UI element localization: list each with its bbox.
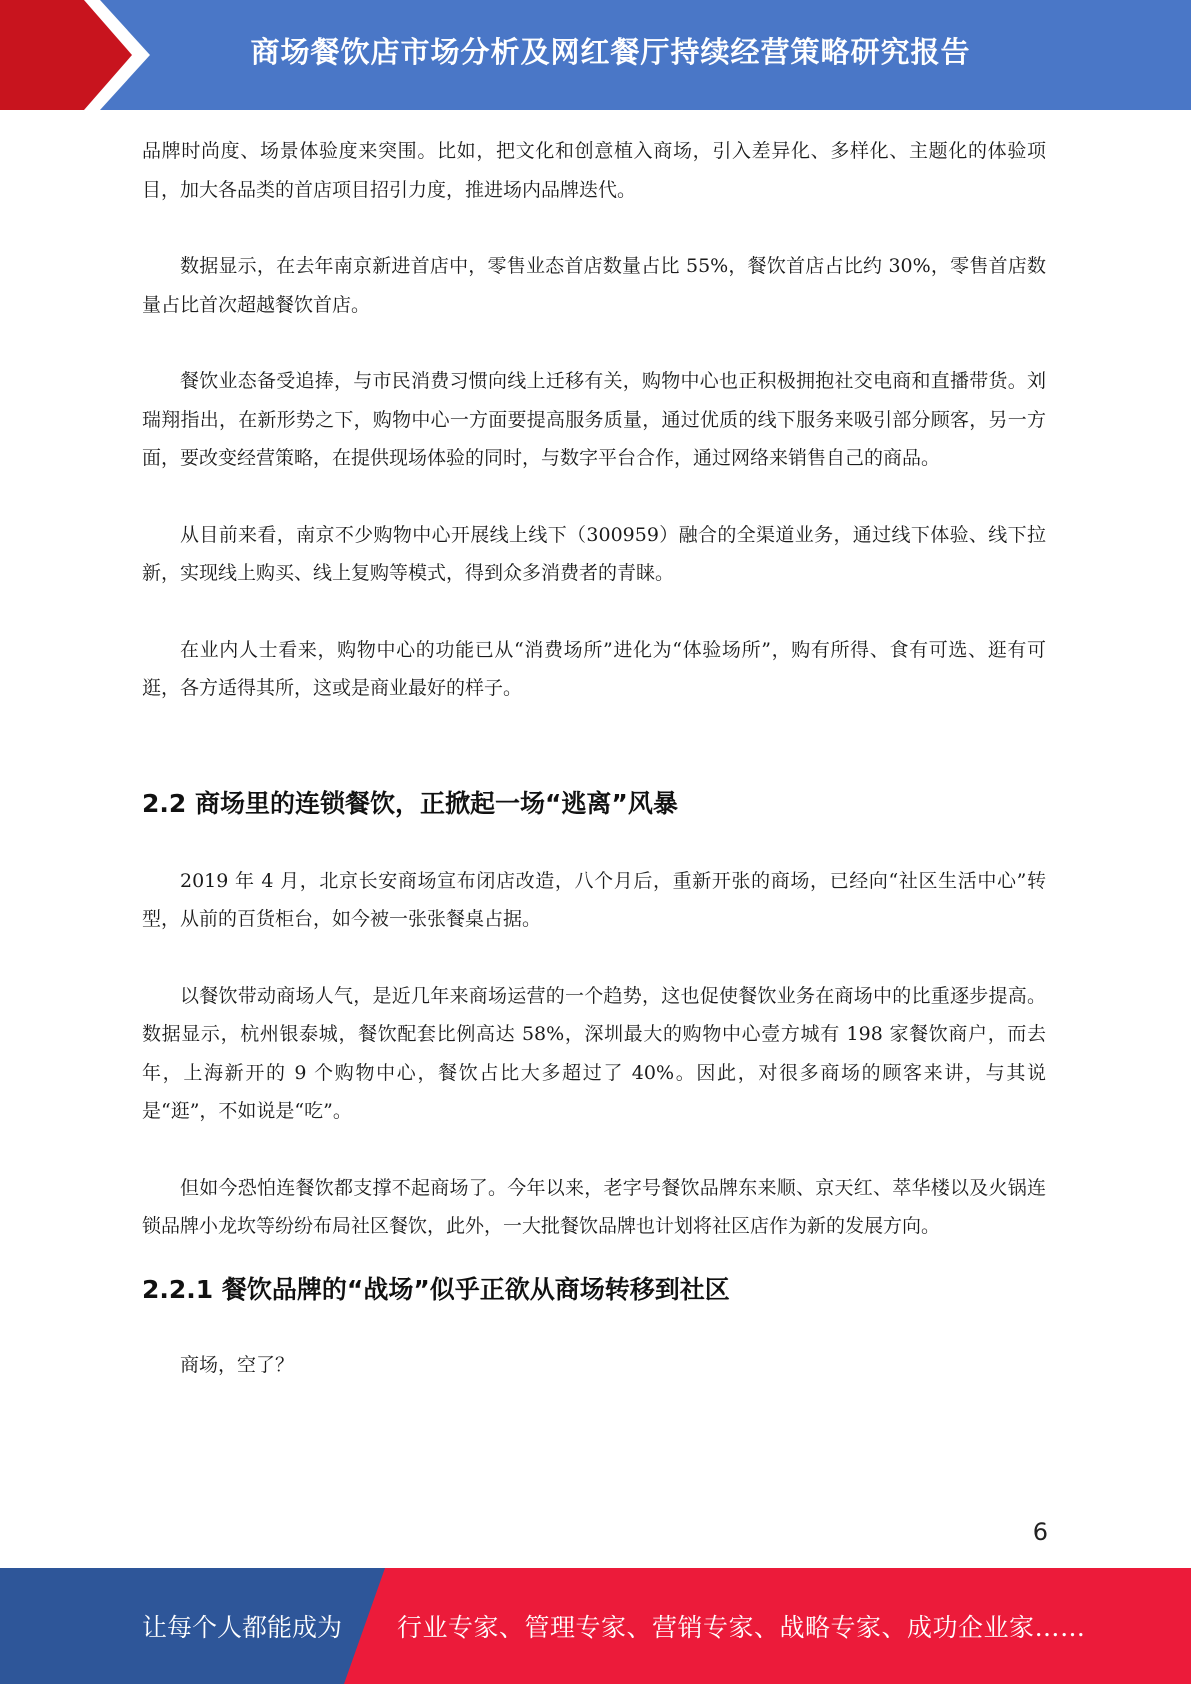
paragraph-changan-mall: 2019 年 4 月，北京长安商场宣布闭店改造，八个月后，重新开张的商场，已经向“社区生活中心”转型，从前的百货柜台，如今被一张张餐桌占据。	[142, 869, 1046, 930]
page-footer	[0, 1568, 1191, 1684]
footer-slogan-right: 行业专家、管理专家、营销专家、战略专家、成功企业家……	[397, 1613, 1086, 1642]
page-number: 6	[1032, 1518, 1048, 1546]
section-heading-2-2-1: 2.2.1 餐饮品牌的“战场”似乎正欲从商场转移到社区	[142, 1274, 730, 1304]
section-heading-2-2: 2.2 商场里的连锁餐饮，正掀起一场“逃离”风暴	[142, 788, 678, 818]
paragraph-mall-empty: 商场，空了？	[180, 1353, 295, 1376]
report-title: 商场餐饮店市场分析及网红餐厅持续经营策略研究报告	[250, 34, 971, 69]
paragraph-online-shift: 餐饮业态备受追捧，与市民消费习惯向线上迁移有关，购物中心也正积极拥抱社交电商和直播带货。刘瑞翔指出，在新形势之下，购物中心一方面要提高服务质量，通过优质的线下服务来吸引部分顾客，另一方面，要改变经营策略，在提供现场体验的同时，与数字平台合作，通过网络来销售自己的商品。	[142, 370, 1046, 469]
page-header	[0, 0, 1191, 110]
footer-slogan-left: 让每个人都能成为	[142, 1613, 343, 1642]
paragraph-continued: 品牌时尚度、场景体验度来突围。比如，把文化和创意植入商场，引入差异化、多样化、主题化的体验项目，加大各品类的首店项目招引力度，推进场内品牌迭代。	[142, 140, 1046, 201]
page-body	[142, 132, 1046, 1384]
paragraph-community-dining: 但如今恐怕连餐饮都支撑不起商场了。今年以来，老字号餐饮品牌东来顺、京天红、萃华楼以及火锅连锁品牌小龙坎等纷纷布局社区餐饮，此外，一大批餐饮品牌也计划将社区店作为新的发展方向。	[142, 1176, 1046, 1237]
paragraph-dining-trend: 以餐饮带动商场人气，是近几年来商场运营的一个趋势，这也促使餐饮业务在商场中的比重逐步提高。数据显示，杭州银泰城，餐饮配套比例高达 58%，深圳最大的购物中心壹方城有 198 家餐饮商户，而去年，上海新开的 9 个购物中心，餐饮占比大多超过了 40%。因此，对很多商场的顾客来讲，与其说是“逛”，不如说是“吃”。	[142, 984, 1046, 1122]
paragraph-omnichannel: 从目前来看，南京不少购物中心开展线上线下（300959）融合的全渠道业务，通过线下体验、线下拉新，实现线上购买、线上复购等模式，得到众多消费者的青睐。	[142, 523, 1046, 584]
paragraph-experience-venue: 在业内人士看来，购物中心的功能已从“消费场所”进化为“体验场所”，购有所得、食有可选、逛有可逛，各方适得其所，这或是商业最好的样子。	[142, 638, 1046, 699]
paragraph-nanjing-data: 数据显示，在去年南京新进首店中，零售业态首店数量占比 55%，餐饮首店占比约 30%，零售首店数量占比首次超越餐饮首店。	[142, 255, 1046, 316]
